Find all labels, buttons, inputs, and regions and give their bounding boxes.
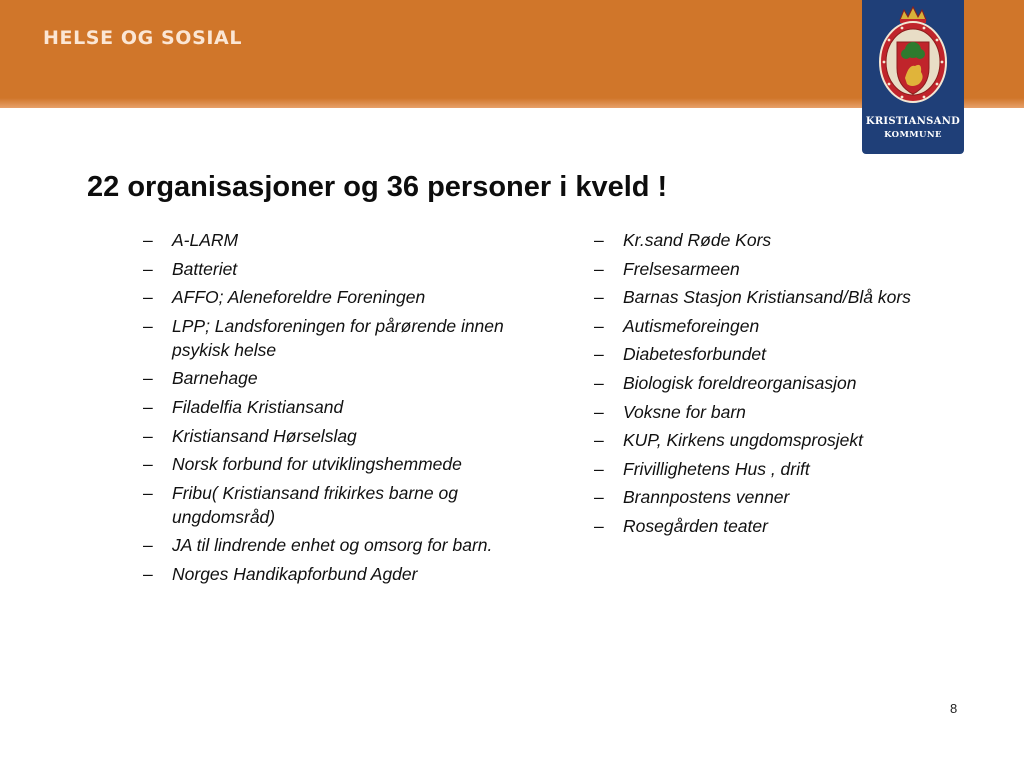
list-item: [143, 452, 513, 476]
list-item-text: Frelsesarmeen: [623, 258, 740, 279]
bullet-dash: –: [594, 344, 604, 365]
bullet-dash: –: [143, 454, 153, 475]
list-item: [594, 342, 1014, 366]
list-item-text: Brannpostens venner: [623, 487, 790, 508]
list-item: [143, 424, 513, 448]
bullet-dash: –: [594, 315, 604, 336]
bullet-dash: –: [594, 430, 604, 451]
list-item: [594, 371, 1014, 395]
list-item-text: Kr.sand Røde Kors: [623, 230, 772, 250]
list-item: [594, 457, 1014, 481]
list-item-text: Voksne for barn: [623, 401, 746, 422]
list-item: [143, 314, 513, 362]
page-number: 8: [950, 701, 958, 716]
logo-text-line2: KOMMUNE: [884, 130, 942, 140]
list-item: [143, 395, 513, 419]
bullet-dash: –: [594, 372, 604, 393]
bullet-dash: –: [143, 230, 153, 250]
list-item-text: KUP, Kirkens ungdomsprosjekt: [623, 430, 863, 451]
list-item-text: Autismeforeingen: [623, 315, 760, 336]
list-item-text: Batteriet: [172, 258, 238, 279]
list-item: [594, 514, 1014, 538]
bullet-dash: –: [143, 535, 153, 556]
list-item-text: Kristiansand Hørselslag: [172, 425, 357, 446]
kristiansand-kommune-logo: [862, 0, 964, 154]
list-item: [594, 314, 1014, 338]
bullet-dash: –: [594, 515, 604, 536]
list-item-text: Barnehage: [172, 368, 258, 389]
list-item: [143, 533, 513, 557]
list-item-text: Diabetesforbundet: [623, 344, 767, 365]
list-item: [143, 562, 513, 586]
list-item-text: Barnas Stasjon Kristiansand/Blå kors: [623, 287, 911, 308]
list-item: [143, 366, 513, 390]
list-item-text: Biologisk foreldreorganisasjon: [623, 372, 857, 393]
list-item-text: JA til lindrende enhet og omsorg for barn.: [172, 535, 493, 556]
left-organization-list: [143, 228, 513, 591]
bullet-dash: –: [594, 458, 604, 479]
list-item-text: A-LARM: [172, 230, 239, 250]
list-item: [143, 228, 513, 252]
bullet-dash: –: [594, 487, 604, 508]
list-item: [594, 428, 1014, 452]
list-item: [594, 485, 1014, 509]
list-item: [143, 481, 513, 529]
bullet-dash: –: [594, 258, 604, 279]
right-organization-list: [594, 228, 1014, 543]
bullet-dash: –: [594, 230, 604, 250]
logo-text-line1: KRISTIANSAND: [865, 116, 961, 127]
bullet-dash: –: [143, 368, 153, 389]
list-item: [143, 285, 513, 309]
coat-of-arms-icon: [862, 0, 964, 116]
bullet-dash: –: [143, 258, 153, 279]
bullet-dash: –: [143, 287, 153, 308]
list-item-text: Rosegården teater: [623, 515, 768, 536]
list-item: [143, 257, 513, 281]
list-item: [594, 257, 1014, 281]
list-item-text: Norges Handikapforbund Agder: [172, 563, 418, 584]
list-item: [594, 228, 1014, 252]
list-item-text: Fribu( Kristiansand frikirkes barne og ungdomsråd): [172, 482, 458, 527]
slide-title: 22 organisasjoner og 36 personer i kveld !: [87, 171, 668, 203]
list-item-text: AFFO; Aleneforeldre Foreningen: [172, 287, 426, 308]
bullet-dash: –: [143, 315, 153, 336]
bullet-dash: –: [143, 563, 153, 584]
bullet-dash: –: [143, 482, 153, 503]
list-item: [594, 285, 1014, 309]
bullet-dash: –: [594, 287, 604, 308]
department-name: HELSE OG SOSIAL: [43, 27, 243, 49]
list-item: [594, 400, 1014, 424]
list-item-text: Norsk forbund for utviklingshemmede: [172, 454, 462, 475]
list-item-text: Filadelfia Kristiansand: [172, 396, 344, 417]
list-item-text: Frivillighetens Hus , drift: [623, 458, 810, 479]
list-item-text: LPP; Landsforeningen for pårørende innen psykisk helse: [172, 315, 504, 360]
bullet-dash: –: [143, 396, 153, 417]
bullet-dash: –: [594, 401, 604, 422]
bullet-dash: –: [143, 425, 153, 446]
